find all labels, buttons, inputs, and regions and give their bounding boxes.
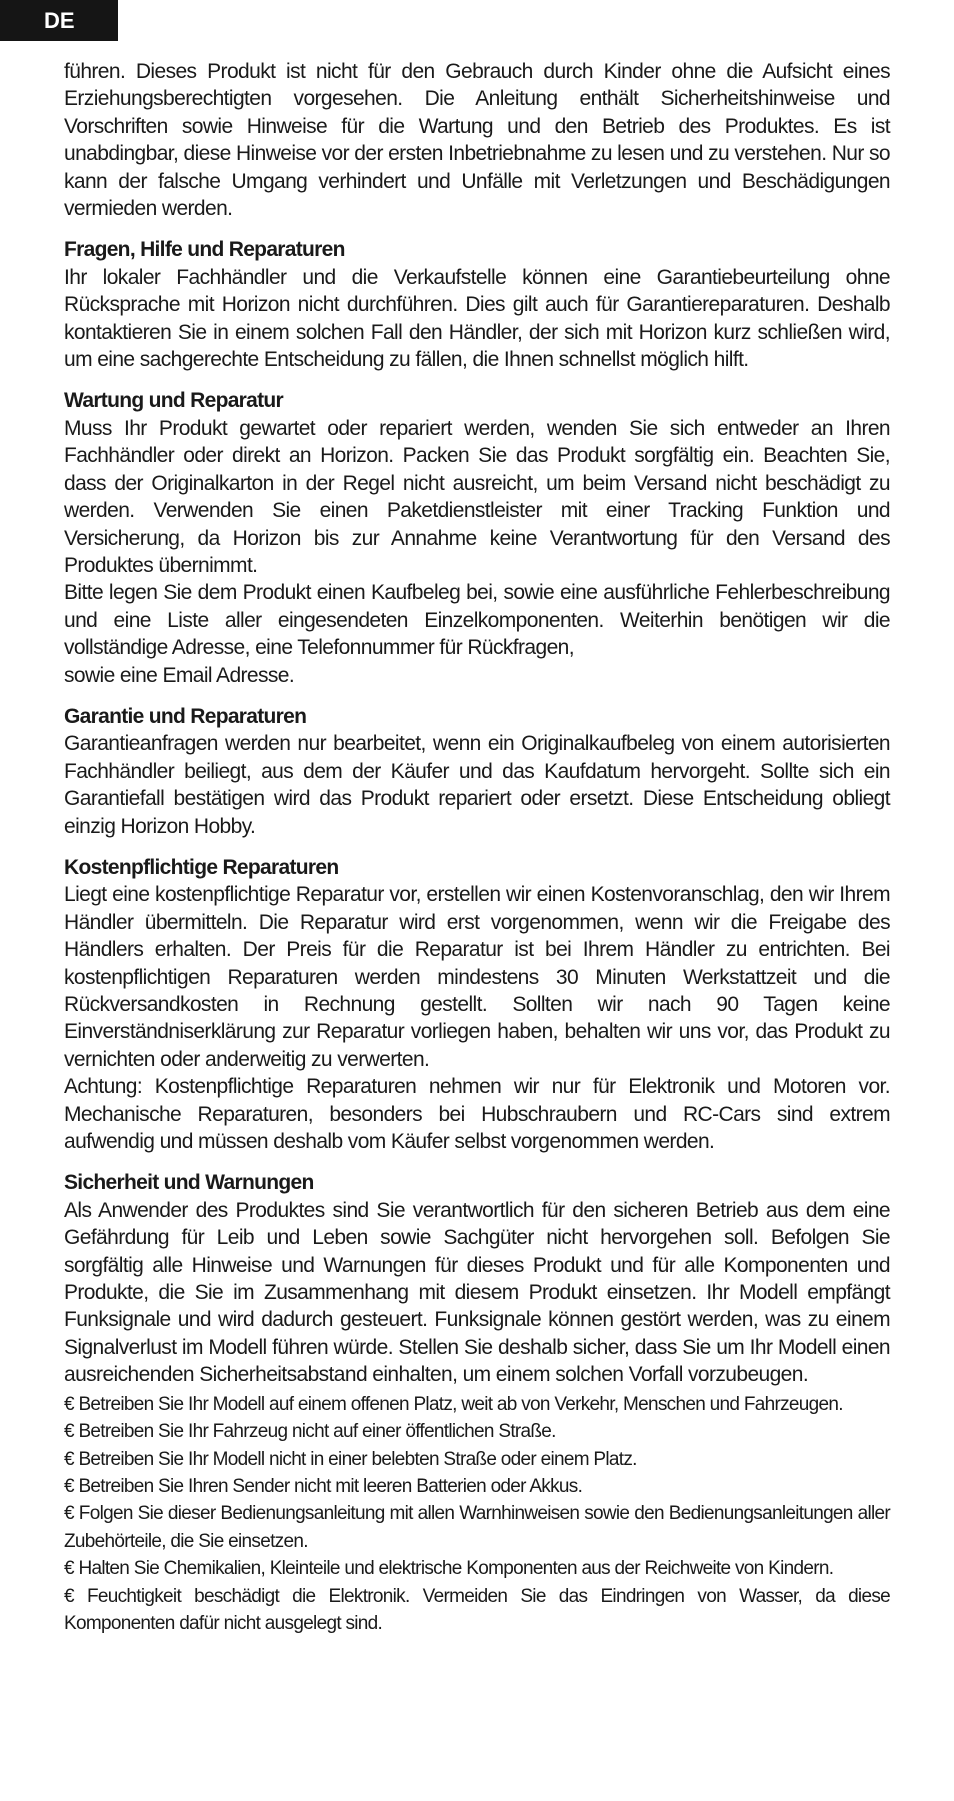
list-item: € Betreiben Sie Ihr Modell nicht in einer belebten Straße oder einem Platz. [64,1448,637,1470]
intro-paragraph: führen. Dieses Produkt ist nicht für den Gebrauch durch Kinder ohne die Aufsicht eines Erziehungsberechtigten vorgesehen. Die Anleitung enthält Sicherheitshinweise und Vorschriften sowie Hinweise für die Wartung und den Betrieb des Produktes. Es ist unabdingbar, diese Hinweise vor der ersten Inbetriebnahme zu lesen und zu verstehen. Nur so kann der falsche Umgang verhindert und Unfälle mit Verletzungen und Beschädigungen vermieden werden. [64,60,890,221]
section-paragraph: Liegt eine kostenpflichtige Reparatur vor, erstellen wir einen Kostenvoranschlag, den wir Ihrem Händler übermitteln. Die Reparatur wird erst vorgenommen, wenn wir die Freigabe des Händlers erhalten. Der Preis für die Reparatur ist bei Ihrem Händler zu entrichten. Bei kostenpflichtigen Reparaturen werden mindestens 30 Minuten Werkstattzeit und die Rückversandkosten in Rechnung gestellt. Sollten wir nach 90 Tagen keine Einverständniserklärung zur Reparatur vorliegen haben, behalten wir uns vor, das Produkt zu vernichten oder anderweitig zu verwerten. [64,883,890,1071]
section-heading: Fragen, Hilfe und Reparaturen [64,238,345,262]
section-sicherheit [64,1169,890,1388]
section-paragraph: Ihr lokaler Fachhändler und die Verkaufstelle können eine Garantiebeurteilung ohne Rücksprache mit Horizon nicht durchführen. Dies gilt auch für Garantiereparaturen. Deshalb kontaktieren Sie in einem solchen Fall den Händler, der sich mit Horizon kurz schließen wird, um eine sachgerechte Entscheidung zu fällen, die Ihnen schnellst möglich hilft. [64,265,890,372]
document-body [64,58,890,1637]
list-item: € Feuchtigkeit beschädigt die Elektronik. Vermeiden Sie das Eindringen von Wasser, da diese Komponenten dafür nicht ausgelegt sind. [64,1585,890,1634]
warning-list [64,1391,890,1638]
section-paragraph: Muss Ihr Produkt gewartet oder repariert werden, wenden Sie sich entweder an Ihren Fachhändler oder direkt an Horizon. Packen Sie das Produkt sorgfältig ein. Beachten Sie, dass der Originalkarton in der Regel nicht ausreicht, um beim Versand nicht beschädigt zu werden. Verwenden Sie einen Paketdienstleister mit einer Tracking Funktion und Versicherung, da Horizon bis zur Annahme keine Verantwortung für den Versand des Produktes übernimmt. [64,416,890,577]
list-item: € Betreiben Sie Ihr Modell auf einem offenen Platz, weit ab von Verkehr, Menschen und Fahrzeugen. [64,1393,843,1415]
section-paragraph: Garantieanfragen werden nur bearbeitet, wenn ein Originalkaufbeleg von einem autorisierten Fachhändler beiliegt, aus dem der Käufer und das Kaufdatum hervorgeht. Sollte sich ein Garantiefall bestätigen wird das Produkt repariert oder ersetzt. Diese Entscheidung obliegt einzig Horizon Hobby. [64,732,890,838]
section-kostenpflichtig [64,854,890,1155]
section-paragraph: sowie eine Email Adresse. [64,663,295,687]
section-heading: Wartung und Reparatur [64,389,284,413]
section-paragraph: Bitte legen Sie dem Produkt einen Kaufbeleg bei, sowie eine ausführliche Fehlerbeschreibung und eine Liste aller eingesendeten Einzelkomponenten. Weiterhin benötigen wir die vollständige Adresse, eine Telefonnummer für Rückfragen, [64,581,890,660]
section-paragraph: Achtung: Kostenpflichtige Reparaturen nehmen wir nur für Elektronik und Motoren vor. Mechanische Reparaturen, besonders bei Hubschraubern und RC-Cars sind extrem aufwendig und müssen deshalb vom Käufer selbst vorgenommen werden. [64,1075,890,1154]
section-garantie [64,703,890,840]
section-paragraph: Als Anwender des Produktes sind Sie verantwortlich für den sicheren Betrieb aus dem eine Gefährdung für Leib und Leben sowie Sachgüter nicht hervorgehen soll. Befolgen Sie sorgfältig alle Hinweise und Warnungen für dieses Produkt und für alle Komponenten und Produkte, die Sie im Zusammenhang mit diesem Produkt einsetzen. Ihr Modell empfängt Funksignale und wird dadurch gesteuert. Funksignale können gestört werden, was zu einem Signalverlust im Modell führen würde. Stellen Sie deshalb sicher, dass Sie um Ihr Modell einen ausreichenden Sicherheitsabstand einhalten, um einem solchen Vorfall vorzubeugen. [64,1198,890,1387]
section-heading: Kostenpflichtige Reparaturen [64,855,339,879]
list-item: € Halten Sie Chemikalien, Kleinteile und elektrische Komponenten aus der Reichweite von Kindern. [64,1558,834,1580]
list-item: € Folgen Sie dieser Bedienungsanleitung mit allen Warnhinweisen sowie den Bedienungsanleitungen aller Zubehörteile, die Sie einsetzen. [64,1503,890,1552]
section-heading: Sicherheit und Warnungen [64,1171,314,1195]
section-heading: Garantie und Reparaturen [64,704,307,728]
section-wartung [64,387,890,688]
list-item: € Betreiben Sie Ihren Sender nicht mit leeren Batterien oder Akkus. [64,1475,583,1497]
language-tab: DE [0,0,118,41]
list-item: € Betreiben Sie Ihr Fahrzeug nicht auf einer öffentlichen Straße. [64,1421,556,1443]
section-fragen-hilfe [64,236,890,373]
